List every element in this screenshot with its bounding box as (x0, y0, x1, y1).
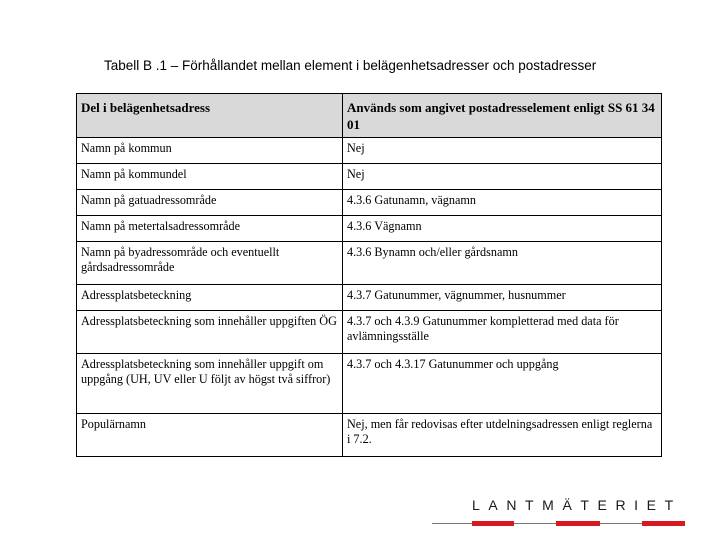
cell-postal-usage: 4.3.7 Gatunummer, vägnummer, husnummer (343, 285, 662, 311)
cell-postal-usage: 4.3.6 Vägnamn (343, 216, 662, 242)
cell-address-part: Adressplatsbeteckning som innehåller uppgift om uppgång (UH, UV eller U följt av högst två siffror) (77, 354, 343, 414)
table-row (77, 414, 662, 457)
logo-stripe-segment (642, 521, 685, 526)
cell-address-part: Populärnamn (77, 414, 343, 457)
cell-postal-usage: Nej, men får redovisas efter utdelningsadressen enligt reglerna i 7.2. (343, 414, 662, 457)
cell-address-part: Namn på kommun (77, 138, 343, 164)
cell-address-part: Adressplatsbeteckning (77, 285, 343, 311)
table-header-row (77, 94, 662, 138)
cell-postal-usage: 4.3.7 och 4.3.17 Gatunummer och uppgång (343, 354, 662, 414)
cell-address-part: Namn på kommundel (77, 164, 343, 190)
lantmateriet-logo: LANTMÄTERIET (472, 497, 682, 513)
header-address-part: Del i belägenhetsadress (77, 94, 343, 138)
cell-address-part: Namn på metertalsadressområde (77, 216, 343, 242)
table-row (77, 216, 662, 242)
logo-stripe-segment (472, 521, 514, 526)
table-row (77, 354, 662, 414)
cell-address-part: Namn på byadressområde och eventuellt gårdsadressområde (77, 242, 343, 285)
table-row (77, 242, 662, 285)
header-postal-usage: Används som angivet postadresselement enligt SS 61 34 01 (343, 94, 662, 138)
table-row (77, 138, 662, 164)
cell-address-part: Adressplatsbeteckning som innehåller uppgiften ÖG (77, 311, 343, 354)
cell-address-part: Namn på gatuadressområde (77, 190, 343, 216)
table-row (77, 190, 662, 216)
address-elements-table (76, 93, 662, 457)
logo-stripe-segment (556, 521, 600, 526)
cell-postal-usage: 4.3.6 Gatunamn, vägnamn (343, 190, 662, 216)
table-row (77, 285, 662, 311)
cell-postal-usage: 4.3.7 och 4.3.9 Gatunummer kompletterad med data för avlämningsställe (343, 311, 662, 354)
logo-stripe (432, 521, 685, 526)
table-row (77, 311, 662, 354)
table-row (77, 164, 662, 190)
cell-postal-usage: 4.3.6 Bynamn och/eller gårdsnamn (343, 242, 662, 285)
cell-postal-usage: Nej (343, 138, 662, 164)
table-caption: Tabell B .1 – Förhållandet mellan element i belägenhetsadresser och postadresser (104, 58, 597, 73)
cell-postal-usage: Nej (343, 164, 662, 190)
